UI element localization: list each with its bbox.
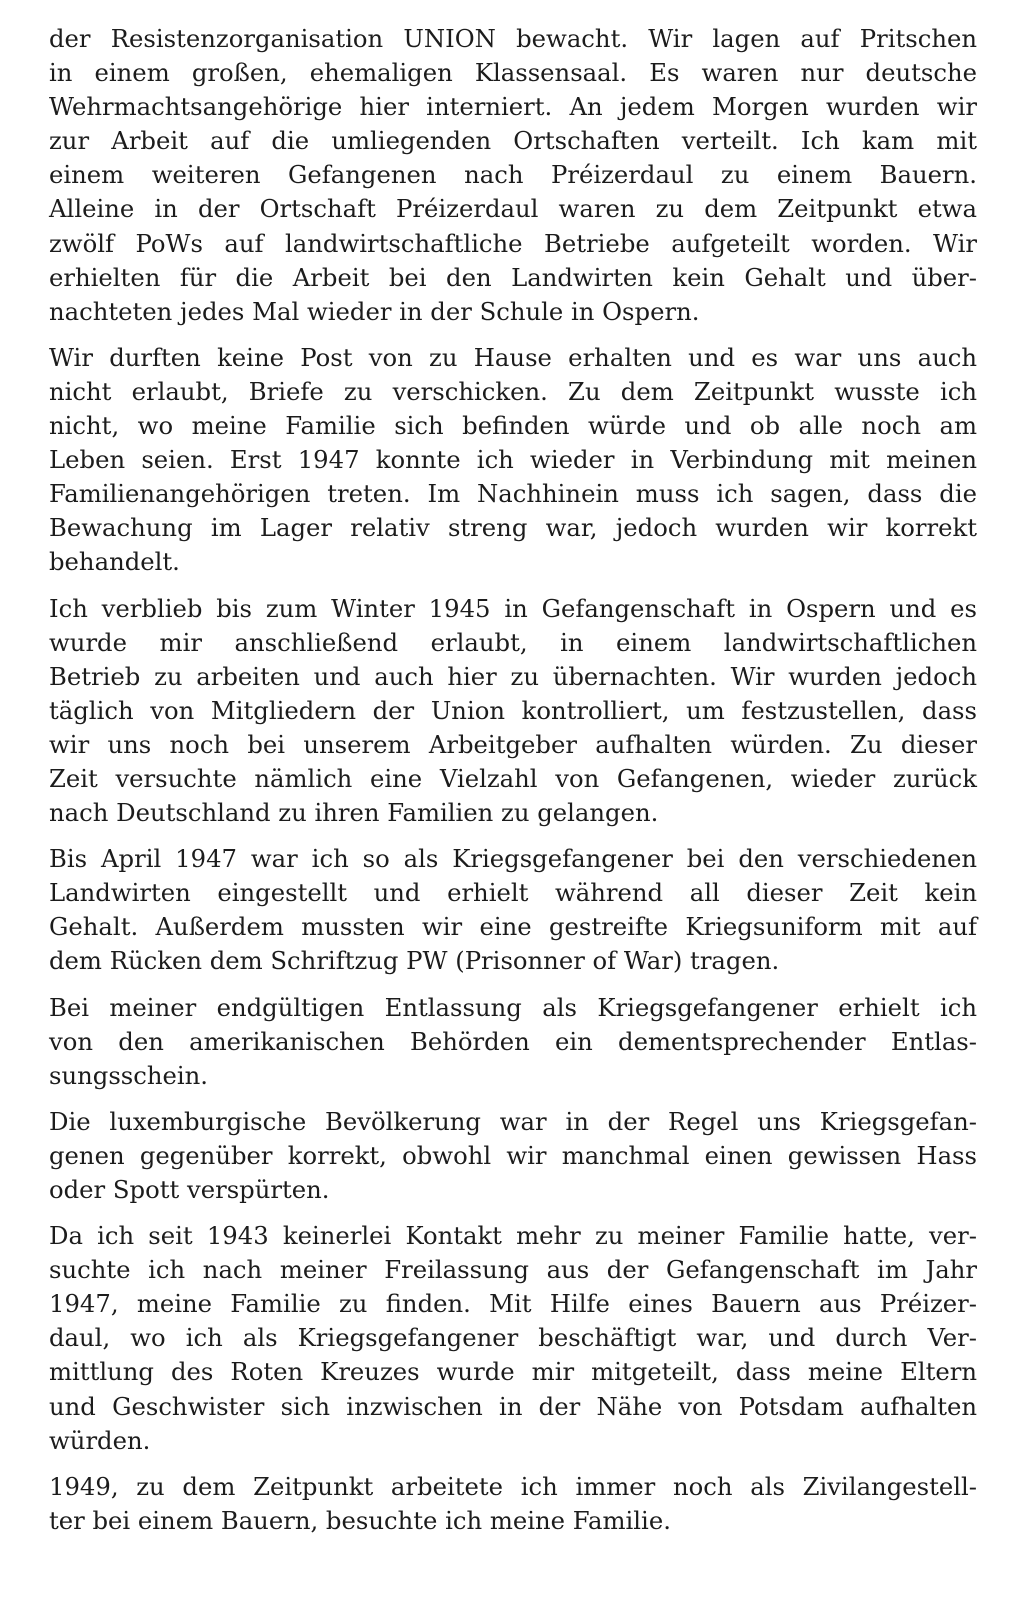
text-line: nicht erlaubt, Briefe zu verschicken. Zu dem Zeitpunkt wusste ich [49,376,977,406]
paragraph-6 [49,1105,977,1207]
text-line: in einem großen, ehemaligen Klassensaal. Es waren nur deutsche [49,58,977,88]
paragraph-2 [49,341,977,580]
text-line: täglich von Mitgliedern der Union kontrolliert, um festzustellen, dass [49,695,977,725]
text-line: einem weiteren Gefangenen nach Préizerdaul zu einem Bauern. [49,160,977,190]
text-line: behandelt. [49,547,180,577]
text-line: Da ich seit 1943 keinerlei Kontakt mehr zu meiner Familie hatte, ver- [49,1221,977,1251]
text-line: suchte ich nach meiner Freilassung aus der Gefangenschaft im Jahr [49,1255,977,1285]
paragraph-8 [49,1470,977,1538]
text-line: Bis April 1947 war ich so als Kriegsgefangener bei den verschiedenen [49,844,977,874]
text-line: Landwirten eingestellt und erhielt während all dieser Zeit kein [49,878,977,908]
text-line: oder Spott verspürten. [49,1175,330,1204]
text-line: dem Rücken dem Schriftzug PW (Prisonner of War) tragen. [49,946,780,976]
text-line: mittlung des Roten Kreuzes wurde mir mitgeteilt, dass meine Eltern [49,1357,977,1387]
text-line: zur Arbeit auf die umliegenden Ortschaften verteilt. Ich kam mit [49,126,977,156]
document-page [49,22,977,1550]
text-line: Bewachung im Lager relativ streng war, jedoch wurden wir korrekt [49,513,977,543]
text-line: würden. [49,1425,151,1455]
text-line: Die luxemburgische Bevölkerung war in der Regel uns Kriegsgefan- [49,1106,977,1136]
text-line: Familienangehörigen treten. Im Nachhinein muss ich sagen, dass die [49,479,977,509]
text-line: Leben seien. Erst 1947 konnte ich wieder in Verbindung mit meinen [49,445,977,475]
paragraph-5 [49,991,977,1093]
text-line: Gehalt. Außerdem mussten wir eine gestreifte Kriegsuniform mit auf [49,912,977,942]
text-line: sungsschein. [49,1060,209,1090]
text-line: erhielten für die Arbeit bei den Landwirten kein Gehalt und über- [49,262,977,292]
text-line: ter bei einem Bauern, besuchte ich meine Familie. [49,1505,671,1535]
text-line: genen gegenüber korrekt, obwohl wir manchmal einen gewissen Hass [49,1140,977,1170]
paragraph-7 [49,1219,977,1458]
text-line: Wehrmachtsangehörige hier interniert. An jedem Morgen wurden wir [49,92,977,122]
text-line: Bei meiner endgültigen Entlassung als Kriegsgefangener erhielt ich [49,992,977,1022]
text-line: wir uns noch bei unserem Arbeitgeber aufhalten würden. Zu dieser [49,729,977,759]
text-line: Betrieb zu arbeiten und auch hier zu übernachten. Wir wurden jedoch [49,661,977,691]
paragraph-3 [49,592,977,831]
text-line: nach Deutschland zu ihren Familien zu gelangen. [49,798,659,828]
text-line: Ich verblieb bis zum Winter 1945 in Gefangenschaft in Ospern und es [49,593,977,623]
text-line: von den amerikanischen Behörden ein dementsprechender Entlas- [49,1026,977,1056]
text-line: 1947, meine Familie zu finden. Mit Hilfe eines Bauern aus Préizer- [49,1289,977,1319]
text-line: wurde mir anschließend erlaubt, in einem landwirtschaftlichen [49,627,977,657]
text-line: Alleine in der Ortschaft Préizerdaul waren zu dem Zeitpunkt etwa [49,194,977,224]
text-line: nicht, wo meine Familie sich befinden würde und ob alle noch am [49,411,977,441]
text-line: daul, wo ich als Kriegsgefangener beschäftigt war, und durch Ver- [49,1323,977,1353]
text-line: Wir durften keine Post von zu Hause erhalten und es war uns auch [49,342,977,372]
text-line: 1949, zu dem Zeitpunkt arbeitete ich immer noch als Zivilangestell- [49,1471,977,1501]
text-line: nachteten jedes Mal wieder in der Schule in Ospern. [49,296,700,326]
paragraph-4 [49,842,977,978]
text-line: Zeit versuchte nämlich eine Vielzahl von Gefangenen, wieder zurück [49,763,977,793]
text-line: der Resistenzorganisation UNION bewacht. Wir lagen auf Pritschen [49,24,977,53]
text-line: und Geschwister sich inzwischen in der Nähe von Potsdam aufhalten [49,1391,977,1421]
text-line: zwölf PoWs auf landwirtschaftliche Betriebe aufgeteilt worden. Wir [49,228,977,258]
paragraph-1 [49,22,977,329]
